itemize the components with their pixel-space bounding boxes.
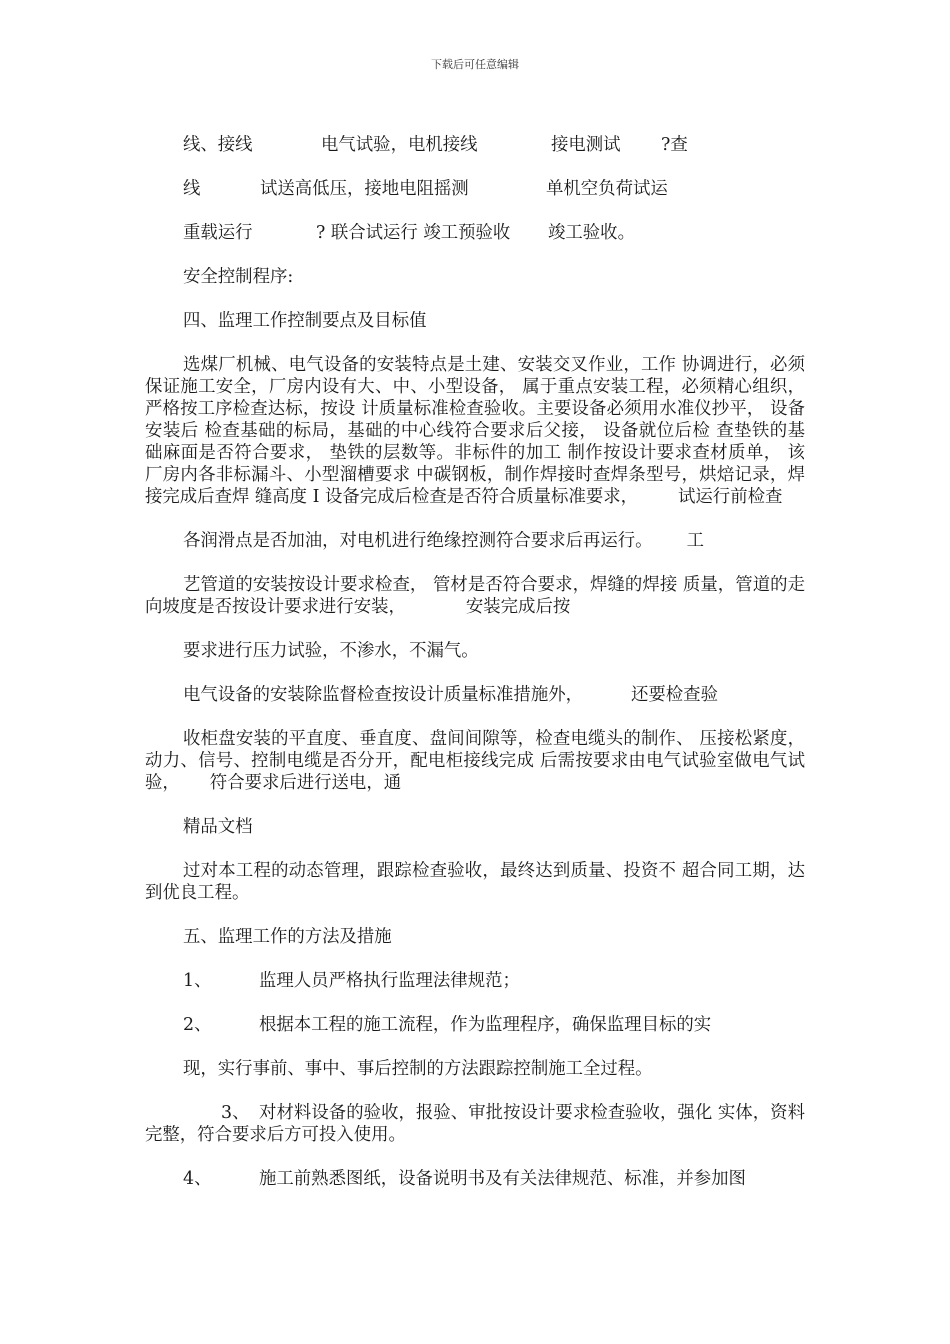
paragraph-tail: 符合要求后进行送电，通 (209, 773, 402, 793)
flow-step: 电气试验，电机接线 (321, 135, 478, 155)
paragraph-tail: 还要检查验 (631, 685, 718, 705)
paragraph-text: 电气设备的安装除监督检查按设计质量标准措施外， (183, 685, 583, 705)
paragraph-text: 选煤厂机械、电气设备的安装特点是土建、安装交叉作业，工作 协调进行，必须保证施工安全，厂房内设有大、中、小型设备， 属于重点安装工程，必须精心组织，严格按工序检查达标，按设 计质量标准检查验收。主要设备必须用水准仪抄平， 设备安装后 检查基础的标局，基础的中心线符合要求后父接， 设备就位后检 查垫铁的基础麻面是否符合要求， 垫铁的层数等。非标件的加工 制作按设计要求查材质单， 该厂房内各非标漏斗、小型溜槽要求 中碳钢板，制作焊接时查焊条型号，烘焙记录，焊接完成后查焊 缝高度 I 设备完成后检查是否符合质量标准要求， (145, 355, 805, 507)
flow-line-3 (183, 222, 805, 244)
flow-step: 竣工验收。 (548, 223, 635, 243)
safety-heading: 安全控制程序: (183, 267, 294, 287)
paragraph-tail: 试运行前检查 (678, 487, 783, 507)
paragraph-text: 收柜盘安装的平直度、垂直度、盘间间隙等，检查电缆头的制作、 压接松紧度，动力、信号、控制电缆是否分开，配电柜接线完成 后需按要求由电气试验室做电气试验， (145, 729, 805, 793)
flow-line-1 (183, 134, 805, 156)
list-text: 对材料设备的验收，报验、审批按设计要求检查验收，强化 实体，资料完整，符合要求后方可投入使用。 (145, 1103, 805, 1145)
list-text: 根据本工程的施工流程，作为监理程序，确保监理目标的实 (259, 1015, 712, 1035)
paragraph-control: 现，实行事前、事中、事后控制的方法跟踪控制施工全过程。 (183, 1059, 653, 1079)
page-header: 下载后可任意编辑 (431, 58, 519, 71)
list-number: 4、 (183, 1169, 212, 1189)
flow-step: 接电测试 (551, 135, 621, 155)
paragraph-cabinet (145, 728, 805, 794)
list-number: 2、 (183, 1015, 212, 1035)
paragraph-pressure-test: 要求进行压力试验，不渗水，不漏气。 (183, 641, 479, 661)
paragraph-tail: 安装完成后按 (465, 597, 571, 617)
list-item (183, 970, 805, 992)
watermark-text: 精品文档 (183, 817, 253, 837)
flow-step: 重载运行 (183, 223, 253, 243)
flow-step: 单机空负荷试运 (546, 179, 668, 199)
paragraph-lubrication (183, 530, 805, 552)
paragraph-text: 艺管道的安装按设计要求检查， 管材是否符合要求，焊缝的焊接 质量，管道的走向坡度是否按设计要求进行安装， (145, 575, 805, 617)
section-4-heading: 四、监理工作控制要点及目标值 (183, 311, 427, 331)
flow-step: ?查 (661, 135, 688, 155)
document-body (145, 134, 805, 1190)
list-item (145, 1102, 805, 1146)
paragraph-tail: 工 (686, 531, 704, 551)
list-number: 3、 (221, 1103, 250, 1123)
paragraph-electrical (183, 684, 805, 706)
section-5-heading: 五、监理工作的方法及措施 (183, 927, 392, 947)
flow-step: 线 (183, 179, 201, 199)
list-text: 监理人员严格执行监理法律规范； (259, 971, 520, 991)
paragraph-dynamic-management: 过对本工程的动态管理，跟踪检查验收，最终达到质量、投资不 超合同工期，达到优良工程。 (145, 861, 805, 903)
flow-line-2 (183, 178, 805, 200)
flow-step: 试送高低压，接地电阻摇测 (260, 179, 469, 199)
flow-step: ? 联合试运行 竣工预验收 (316, 223, 511, 243)
paragraph-install-features (145, 354, 805, 508)
list-item (183, 1168, 805, 1190)
list-number: 1、 (183, 971, 212, 991)
flow-step: 线、接线 (183, 135, 253, 155)
list-text: 施工前熟悉图纸，设备说明书及有关法律规范、标准，并参加图 (259, 1169, 746, 1189)
paragraph-text: 各润滑点是否加油，对电机进行绝缘控测符合要求后再运行。 (183, 531, 653, 551)
paragraph-pipeline (145, 574, 805, 618)
list-item (183, 1014, 805, 1036)
